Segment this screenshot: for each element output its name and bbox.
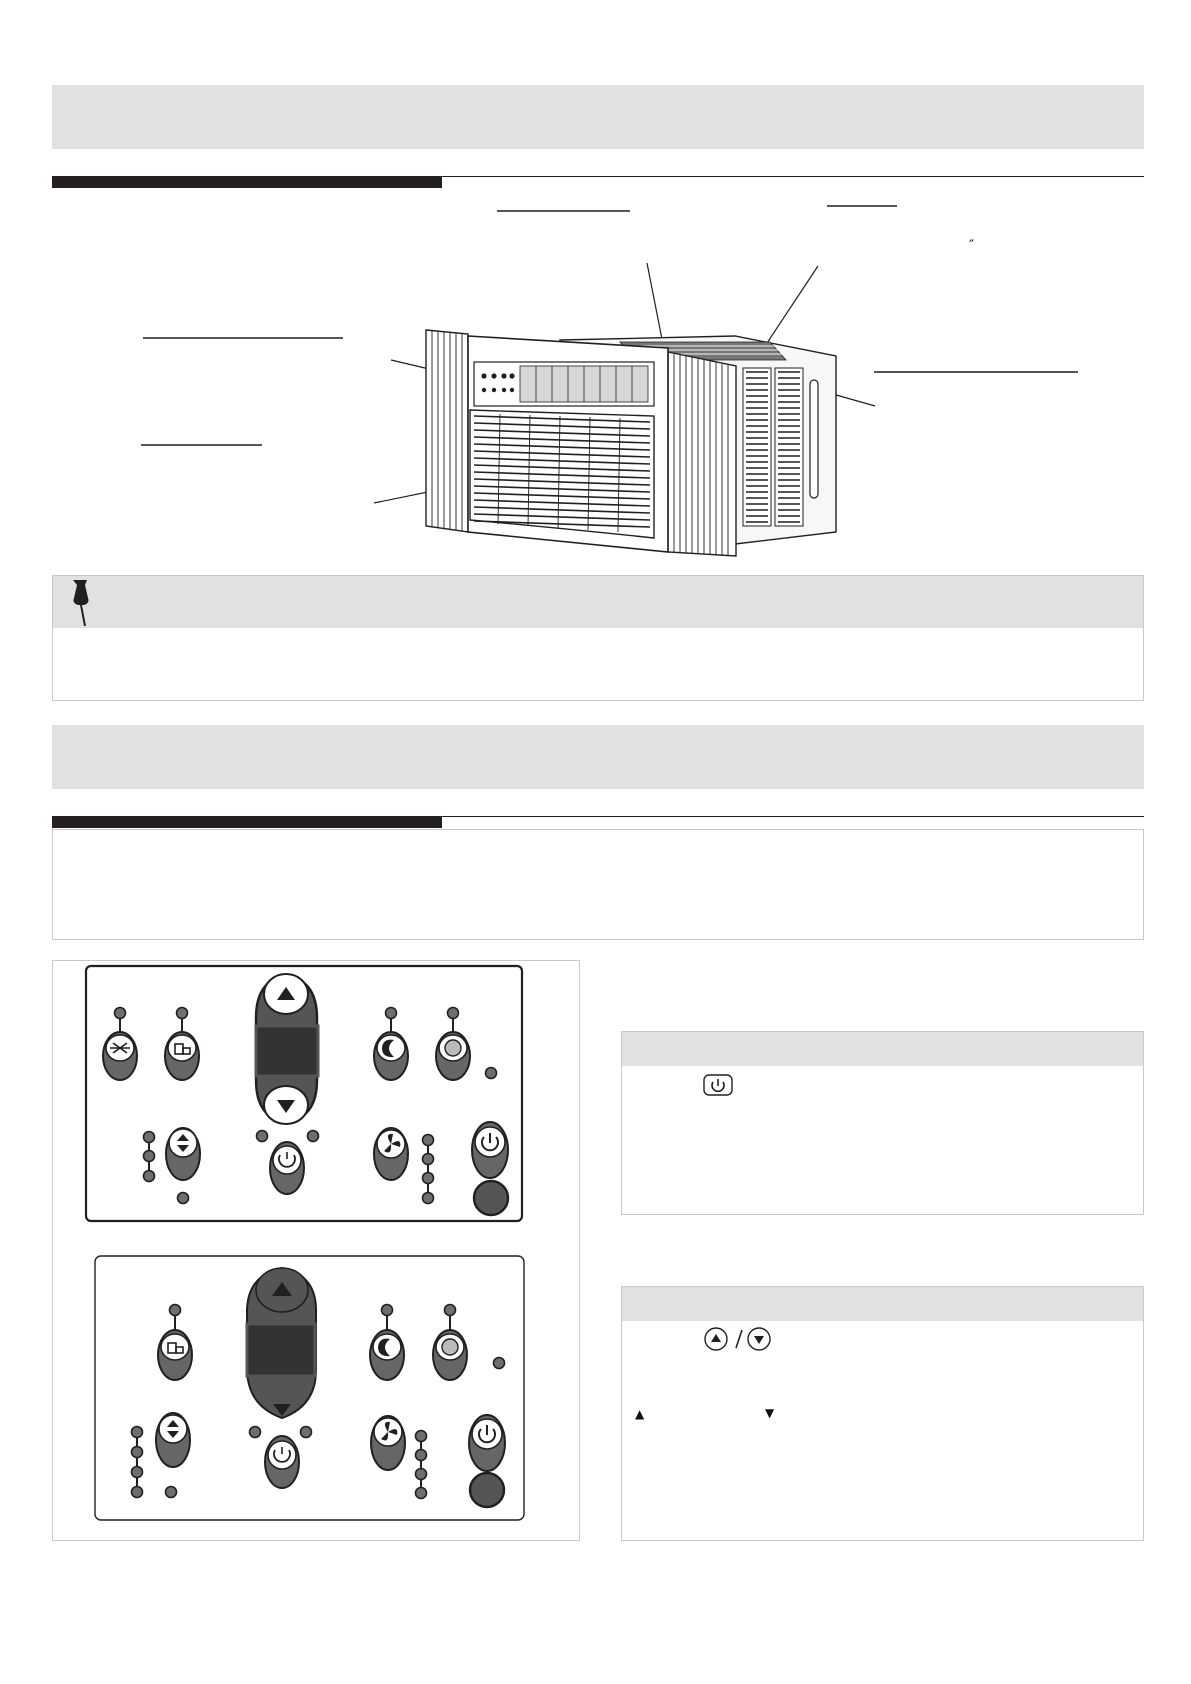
power-instruction-box bbox=[621, 1031, 1144, 1215]
section-banner-controls bbox=[52, 725, 1144, 789]
panel-b-power-button bbox=[469, 1415, 505, 1507]
section-rule-thick-controls bbox=[52, 816, 442, 828]
temperature-instruction-box bbox=[621, 1286, 1144, 1541]
control-panel-b bbox=[95, 1256, 524, 1520]
note-header-strip bbox=[53, 576, 1143, 628]
air-conditioner-unit bbox=[426, 330, 836, 556]
control-panel-diagrams bbox=[52, 960, 580, 1541]
section-rule-thin-controls bbox=[442, 816, 1144, 817]
pushpin-icon bbox=[64, 576, 98, 628]
up-down-buttons-icon bbox=[703, 1326, 773, 1352]
power-icon bbox=[703, 1074, 733, 1096]
up-arrow-glyph: ▲ bbox=[635, 1407, 645, 1421]
temperature-instruction-strip bbox=[622, 1287, 1143, 1321]
panel-a-temp-controls bbox=[256, 974, 318, 1124]
power-instruction-strip bbox=[622, 1032, 1143, 1066]
panel-a-power-button bbox=[472, 1122, 508, 1215]
product-diagram bbox=[0, 0, 1191, 560]
control-panel-a bbox=[86, 966, 522, 1221]
tick-mark: ″ bbox=[969, 238, 975, 254]
filter-icon bbox=[442, 1339, 458, 1355]
note-box bbox=[52, 575, 1144, 701]
filter-icon bbox=[445, 1040, 461, 1056]
panel-b-temp-controls bbox=[247, 1268, 316, 1418]
down-arrow-glyph: ▼ bbox=[765, 1406, 775, 1420]
controls-intro-box bbox=[52, 829, 1144, 940]
